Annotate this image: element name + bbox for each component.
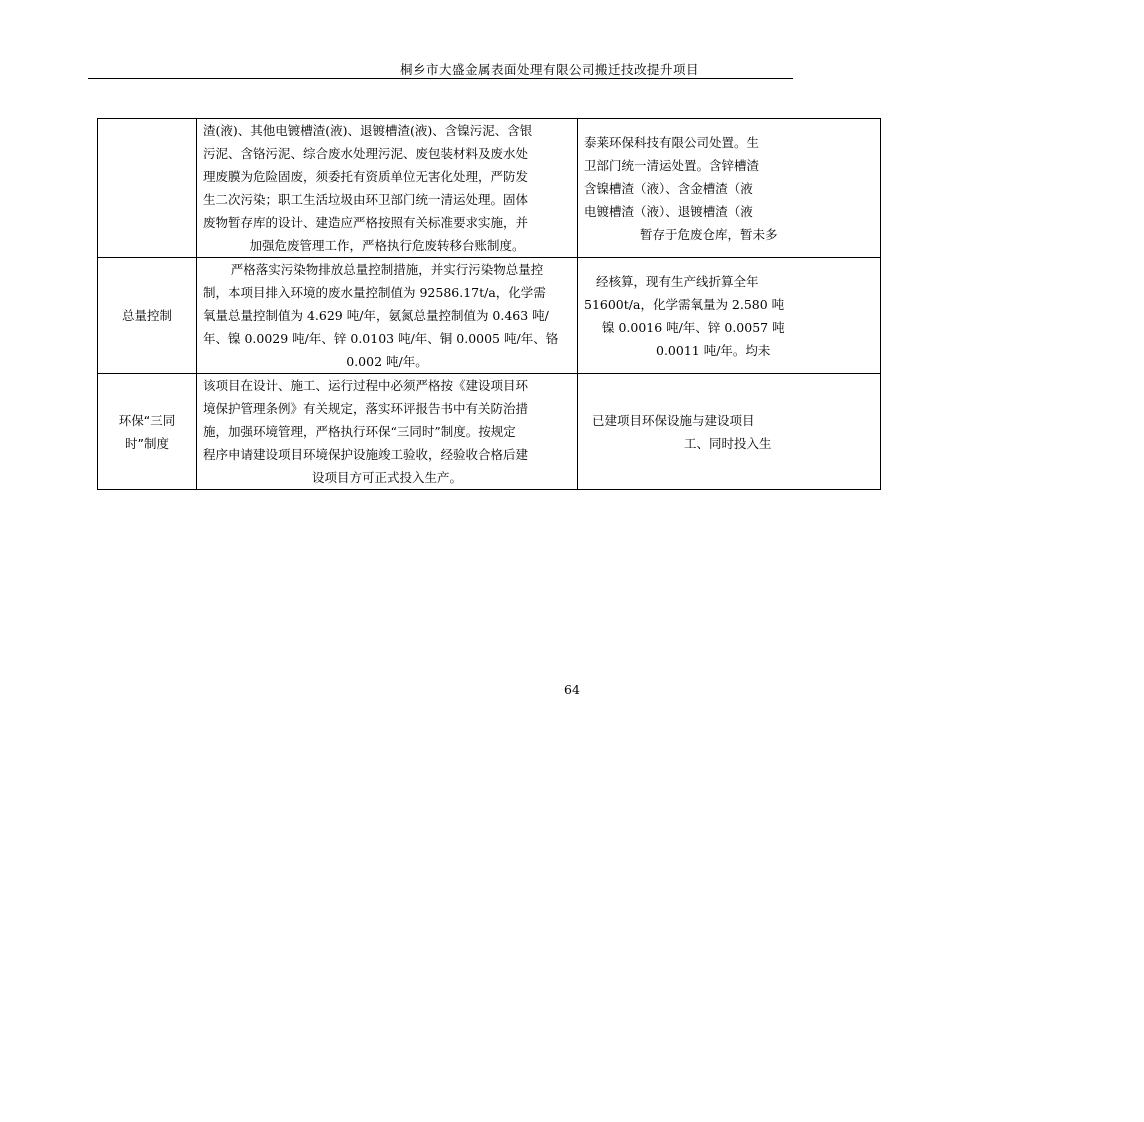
status-line: 卫部门统一清运处置。含锌槽渣	[584, 157, 760, 173]
row-label-line: 环保“三同	[118, 412, 176, 428]
page-header-title: 桐乡市大盛金属表面处理有限公司搬迁技改提升项目	[400, 62, 700, 77]
compliance-table-container	[97, 118, 793, 485]
status-line: 镍 0.0016 吨/年、锌 0.0057 吨	[602, 319, 785, 335]
requirement-line: 严格落实污染物排放总量控制措施，并实行污染物总量控	[230, 262, 544, 277]
requirement-cell	[197, 374, 578, 490]
status-line: 电镀槽渣（液）、退镀槽渣（液	[584, 203, 753, 219]
requirement-line: 生二次污染；职工生活垃圾由环卫部门统一清运处理。固体	[203, 192, 529, 207]
status-line: 51600t/a，化学需氧量为 2.580 吨	[584, 296, 785, 312]
status-cell	[578, 374, 881, 490]
row-label-cell	[98, 374, 197, 490]
requirement-line: 该项目在设计、施工、运行过程中必须严格按《建设项目环	[203, 378, 529, 393]
requirement-line: 设项目方可正式投入生产。	[311, 470, 462, 485]
requirement-line: 年、镍 0.0029 吨/年、锌 0.0103 吨/年、铜 0.0005 吨/年、铬	[203, 331, 559, 346]
table-row	[98, 119, 881, 258]
status-line: 已建项目环保设施与建设项目	[592, 412, 755, 428]
table-row	[98, 258, 881, 374]
requirement-line: 废物暂存库的设计、建造应严格按照有关标准要求实施，并	[203, 215, 529, 230]
status-line: 含镍槽渣（液）、含金槽渣（液	[584, 180, 753, 196]
status-line: 经核算，现有生产线折算全年	[596, 273, 759, 289]
status-line: 暂存于危废仓库，暂未多	[640, 226, 778, 242]
requirement-line: 污泥、含铬污泥、综合废水处理污泥、废包装材料及废水处	[203, 146, 529, 161]
compliance-table	[97, 118, 881, 490]
requirement-line: 0.002 吨/年。	[346, 354, 428, 369]
status-line: 泰莱环保科技有限公司处置。生	[584, 134, 760, 150]
status-cell	[578, 119, 881, 258]
status-line: 0.0011 吨/年。均未	[656, 342, 771, 358]
header-divider	[88, 78, 793, 79]
requirement-line: 程序申请建设项目环境保护设施竣工验收，经验收合格后建	[203, 447, 529, 462]
requirement-line: 境保护管理条例》有关规定，落实环评报告书中有关防治措	[203, 401, 529, 416]
requirement-cell	[197, 258, 578, 374]
table-row	[98, 374, 881, 490]
row-label-cell	[98, 119, 197, 258]
row-label-cell: 总量控制	[98, 258, 197, 374]
row-label-line: 时”制度	[125, 435, 169, 451]
requirement-cell	[197, 119, 578, 258]
requirement-line: 理废膜为危险固废，须委托有资质单位无害化处理，严防发	[203, 169, 529, 184]
status-line: 工、同时投入生	[684, 435, 772, 451]
requirement-line: 加强危废管理工作，严格执行危废转移台账制度。	[249, 238, 525, 253]
requirement-line: 制，本项目排入环境的废水量控制值为 92586.17t/a，化学需	[203, 285, 546, 300]
requirement-line: 渣(液)、其他电镀槽渣(液)、退镀槽渣(液)、含镍污泥、含银	[203, 123, 533, 138]
requirement-line: 氧量总量控制值为 4.629 吨/年，氨氮总量控制值为 0.463 吨/	[203, 308, 549, 323]
page-number: 64	[564, 682, 580, 697]
requirement-line: 施，加强环境管理，严格执行环保“三同时”制度。按规定	[203, 424, 516, 439]
status-cell	[578, 258, 881, 374]
